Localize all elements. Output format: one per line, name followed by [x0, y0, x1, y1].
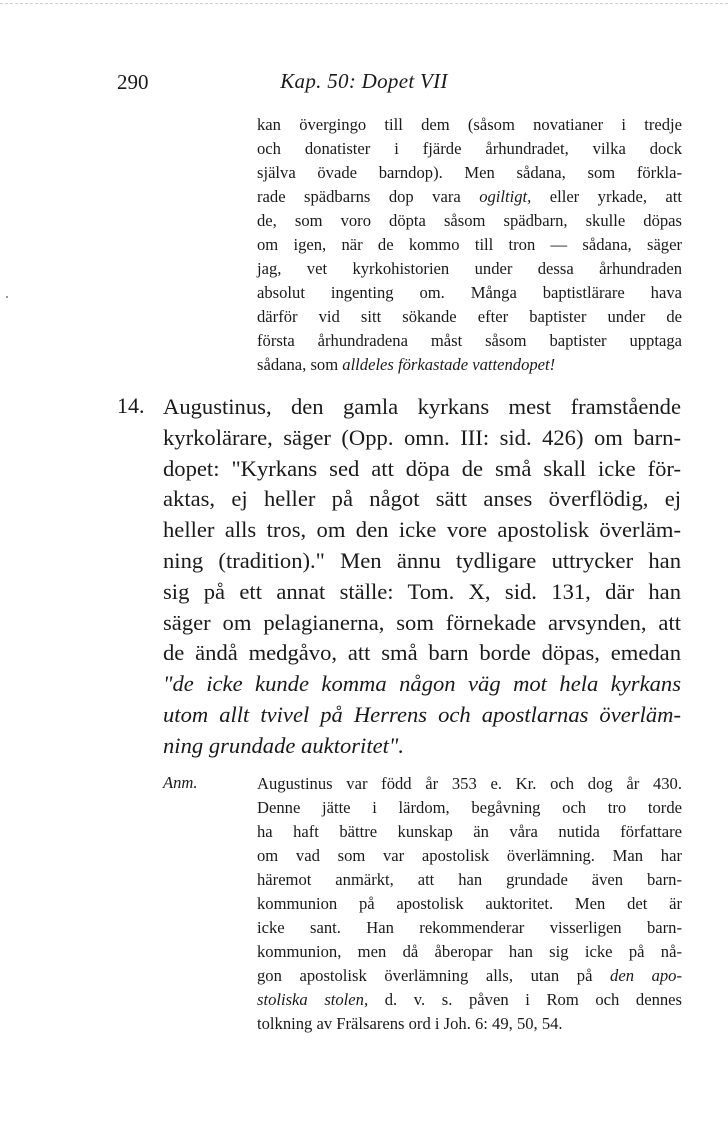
text-line	[257, 353, 682, 377]
text-line	[257, 113, 682, 137]
text-line	[163, 392, 681, 423]
page-number: 290	[117, 70, 149, 94]
text-segment: tolkning av Frälsarens ord i Joh. 6: 49, 50, 54.	[257, 1014, 563, 1033]
text-line	[257, 940, 682, 964]
text-line	[257, 868, 682, 892]
text-line	[257, 281, 682, 305]
text-line	[163, 484, 681, 515]
text-line	[257, 844, 682, 868]
text-segment: eller yrkade, att	[531, 187, 683, 206]
text-segment: Denne jätte i lärdom, begåvning och tro torde	[257, 798, 682, 817]
italic-text: utom allt tvivel på Herrens och apostlarnas överläm-	[163, 701, 681, 727]
text-line	[257, 305, 682, 329]
text-line	[163, 546, 681, 577]
italic-text: ogiltigt,	[479, 187, 532, 206]
text-line	[163, 577, 681, 608]
text-segment: själva övade barndop). Men sådana, som förkla-	[257, 163, 682, 182]
top-edge-rule	[0, 3, 728, 4]
text-line	[163, 731, 681, 762]
text-line	[257, 329, 682, 353]
text-segment: icke sant. Han rekommenderar visserligen barn-	[257, 918, 682, 937]
section-body	[163, 392, 681, 762]
text-line	[257, 209, 682, 233]
text-segment: och donatister i fjärde århundradet, vilka dock	[257, 139, 682, 158]
italic-text: ning grundade auktoritet".	[163, 732, 405, 758]
text-line	[257, 137, 682, 161]
text-line	[257, 233, 682, 257]
text-line	[257, 185, 682, 209]
text-segment: häremot anmärkt, att han grundade även barn-	[257, 870, 682, 889]
text-segment: kan övergingo till dem (såsom novatianer i tredje	[257, 115, 682, 134]
text-segment: ning (tradition)." Men ännu tydligare uttrycker han	[163, 547, 681, 573]
text-segment: aktas, ej heller på något sätt anses överflödig, ej	[163, 486, 681, 512]
text-line	[163, 638, 681, 669]
italic-text: alldeles förkastade vattendopet!	[342, 355, 556, 374]
text-segment: säger om pelagianerna, som förnekade arvsynden, att	[163, 609, 681, 635]
text-segment: Augustinus var född år 353 e. Kr. och dog år 430.	[257, 774, 682, 793]
text-line	[257, 161, 682, 185]
note-label: Anm.	[163, 773, 198, 792]
text-segment: första århundradena måst såsom baptister upptaga	[257, 331, 682, 350]
text-segment: om igen, när de kommo till tron — sådana, säger	[257, 235, 682, 254]
text-segment: de ändå medgåvo, att små barn borde döpas, emedan	[163, 640, 681, 666]
text-line	[257, 964, 682, 988]
italic-text: stoliska stolen,	[257, 990, 369, 1009]
text-segment: Augustinus, den gamla kyrkans mest framstående	[163, 394, 681, 419]
text-segment: jag, vet kyrkohistorien under dessa århundraden	[257, 259, 682, 278]
text-segment: kyrkolärare, säger (Opp. omn. III: sid. 426) om barn-	[163, 424, 681, 450]
text-segment: de, som voro döpta såsom spädbarn, skulle döpas	[257, 211, 682, 230]
text-segment: rade spädbarns dop vara	[257, 187, 480, 206]
text-line	[257, 892, 682, 916]
text-line	[163, 454, 681, 485]
text-segment: ha haft bättre kunskap än våra nutida författare	[257, 822, 682, 841]
text-line	[163, 423, 681, 454]
text-segment: gon apostolisk överlämning alls, utan på	[257, 966, 611, 985]
text-segment: absolut ingenting om. Många baptistlärare hava	[257, 283, 682, 302]
text-line	[257, 916, 682, 940]
text-line	[257, 820, 682, 844]
text-segment: om vad som var apostolisk överlämning. Man har	[257, 846, 682, 865]
text-segment: dopet: "Kyrkans sed att döpa de små skall icke för-	[163, 455, 681, 481]
text-line	[163, 515, 681, 546]
text-segment: därför vid sitt sökande efter baptister under de	[257, 307, 682, 326]
text-segment: d. v. s. påven i Rom och dennes	[368, 990, 682, 1009]
running-head: Kap. 50: Dopet VII	[280, 69, 448, 93]
quote-block	[257, 113, 682, 377]
text-segment: sådana, som	[257, 355, 343, 374]
text-line	[257, 1012, 682, 1036]
text-line	[163, 669, 681, 700]
italic-text: "de icke kunde komma någon väg mot hela kyrkans	[163, 671, 681, 697]
text-line	[163, 608, 681, 639]
italic-text: den apo-	[610, 966, 682, 985]
text-line	[257, 772, 682, 796]
note-body	[257, 772, 682, 1036]
text-line	[257, 988, 682, 1012]
margin-speck	[6, 296, 8, 298]
text-segment: sig på ett annat ställe: Tom. X, sid. 131, där han	[163, 578, 681, 604]
text-segment: kommunion, men då åberopar han sig icke på nå-	[257, 942, 682, 961]
text-segment: kommunion på apostolisk auktoritet. Men det är	[257, 894, 682, 913]
text-segment: heller alls tros, om den icke vore apostolisk överläm-	[163, 517, 681, 543]
section-number: 14.	[117, 393, 145, 418]
text-line	[163, 700, 681, 731]
text-line	[257, 257, 682, 281]
text-line	[257, 796, 682, 820]
